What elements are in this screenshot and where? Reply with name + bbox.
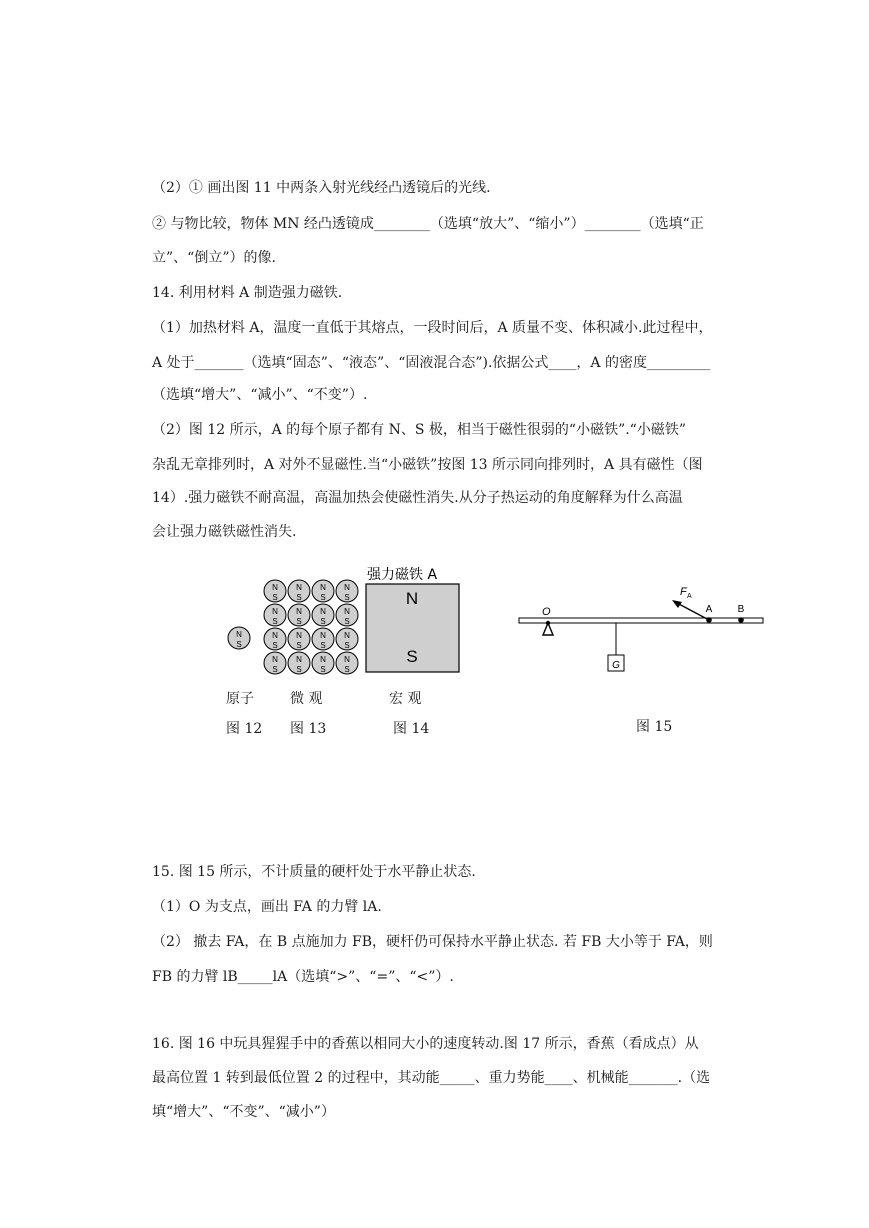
point-a-label: A <box>705 604 713 615</box>
atom-s-label: S <box>344 641 350 650</box>
aligned-atom <box>264 628 286 650</box>
q13-line-2: ② 与物比较，物体 MN 经凸透镜成________（选填“放大”、“缩小”）________（选填“正 <box>152 216 704 232</box>
magnet-n-pole: N <box>405 589 419 608</box>
atom-n-label: N <box>344 631 350 640</box>
atom-s-label: S <box>320 593 326 602</box>
figure-15-caption: 图 15 <box>636 719 673 735</box>
atom-s-label: S <box>296 593 302 602</box>
aligned-atom <box>288 580 310 602</box>
atom-s-label: S <box>272 665 278 674</box>
aligned-atom <box>312 604 334 626</box>
q13-line-1: （2）① 画出图 11 中两条入射光线经凸透镜后的光线. <box>152 180 491 196</box>
atom-n-label: N <box>320 655 326 664</box>
atom-n-label: N <box>320 631 326 640</box>
aligned-atom <box>312 580 334 602</box>
atom-s-label: S <box>344 617 350 626</box>
lever-rod <box>519 618 763 623</box>
atom-s-label: S <box>320 641 326 650</box>
weight-g-label: G <box>612 660 620 671</box>
atom-n-label: N <box>296 583 302 592</box>
q13-line-3: 立”、“倒立”）的像. <box>152 250 276 266</box>
caption-micro: 微 观 <box>290 691 323 707</box>
pivot-point <box>546 621 550 625</box>
q14-title: 14. 利用材料 A 制造强力磁铁. <box>152 285 343 301</box>
aligned-atom <box>264 580 286 602</box>
figure-13-caption: 图 13 <box>290 721 327 737</box>
force-fa-line <box>677 603 709 620</box>
atom-n-label: N <box>344 655 350 664</box>
aligned-atom <box>336 628 358 650</box>
q14-part1-line-1: （1）加热材料 A，温度一直低于其熔点，一段时间后，A 质量不变、体积减小.此过程中， <box>152 320 713 336</box>
figure-12-14-magnet-diagram <box>220 560 470 680</box>
aligned-atom <box>336 604 358 626</box>
force-fa-arrowhead <box>672 600 682 608</box>
aligned-atom <box>312 652 334 674</box>
q14-part2-line-3: 14）.强力磁铁不耐高温，高温加热会使磁性消失.从分子热运动的角度解释为什么高温 <box>152 490 683 506</box>
atom-n-label: N <box>236 630 242 639</box>
atom-n-label: N <box>320 607 326 616</box>
atom-n-label: N <box>272 631 278 640</box>
q15-part2-line-1: （2） 撤去 FA，在 B 点施加力 FB，硬杆仍可保持水平静止状态. 若 FB 大小等于 FA，则 <box>152 934 713 950</box>
atom-s-label: S <box>296 641 302 650</box>
figure-12-caption: 图 12 <box>226 721 263 737</box>
atom-s-label: S <box>344 593 350 602</box>
atom-n-label: N <box>320 583 326 592</box>
atom-s-label: S <box>320 665 326 674</box>
q14-part2-line-4: 会让强力磁铁磁性消失. <box>152 524 297 540</box>
atom-s-label: S <box>272 593 278 602</box>
aligned-atom <box>336 580 358 602</box>
q14-part2-line-1: （2）图 12 所示，A 的每个原子都有 N、S 极，相当于磁性很弱的“小磁铁”.“小磁铁” <box>152 422 687 438</box>
magnet-title: 强力磁铁 A <box>367 567 438 583</box>
aligned-atom <box>264 652 286 674</box>
aligned-atom <box>336 652 358 674</box>
atom-n-label: N <box>272 655 278 664</box>
point-b-label: B <box>737 604 745 615</box>
aligned-atom <box>288 628 310 650</box>
aligned-atom <box>264 604 286 626</box>
figure-15-lever-diagram <box>515 580 770 680</box>
point-b-dot <box>738 617 744 623</box>
magnet-s-pole: S <box>406 647 418 666</box>
atom-n-label: N <box>272 607 278 616</box>
aligned-atom <box>312 628 334 650</box>
force-fa-label: F <box>680 586 687 598</box>
q16-line-3: 填“增大”、“不变”、“减小”） <box>152 1104 335 1120</box>
q15-part1: （1）O 为支点，画出 FA 的力臂 lA. <box>152 899 382 915</box>
atom-s-label: S <box>296 665 302 674</box>
q16-line-1: 16. 图 16 中玩具猩猩手中的香蕉以相同大小的速度转动.图 17 所示，香蕉（看成点）从 <box>152 1036 699 1052</box>
aligned-atom <box>288 652 310 674</box>
figure-14-caption: 图 14 <box>393 721 430 737</box>
atom-n-label: N <box>344 607 350 616</box>
atom-s-label: S <box>296 617 302 626</box>
atom-n-label: N <box>296 631 302 640</box>
atom-s-label: S <box>272 641 278 650</box>
force-fa-subscript: A <box>687 593 692 600</box>
atom-n-label: N <box>272 583 278 592</box>
q14-part1-line-3: （选填“增大”、“减小”、“不变”）. <box>152 387 368 403</box>
atom-n-label: N <box>296 655 302 664</box>
atom-s-label: S <box>272 617 278 626</box>
aligned-atom-grid <box>264 580 358 674</box>
atom-n-label: N <box>296 607 302 616</box>
aligned-atom <box>288 604 310 626</box>
q15-part2-line-2: FB 的力臂 lB_____lA（选填“>”、“=”、“<”）. <box>152 969 454 985</box>
atom-s-label: S <box>236 640 242 649</box>
caption-atom: 原子 <box>226 691 254 707</box>
q14-part2-line-2: 杂乱无章排列时，A 对外不显磁性.当“小磁铁”按图 13 所示同向排列时，A 具有磁性（图 <box>152 457 703 473</box>
q15-title: 15. 图 15 所示，不计质量的硬杆处于水平静止状态. <box>152 864 476 880</box>
single-atom <box>228 627 250 649</box>
atom-s-label: S <box>344 665 350 674</box>
q16-line-2: 最高位置 1 转到最低位置 2 的过程中，其动能_____、重力势能____、机械能_______.（选 <box>152 1070 711 1086</box>
q14-part1-line-2: A 处于_______（选填“固态”、“液态”、“固液混合态”).依据公式____，A 的密度_________ <box>152 355 710 371</box>
pivot-o-label: O <box>542 606 551 618</box>
atom-s-label: S <box>320 617 326 626</box>
caption-macro: 宏 观 <box>389 691 422 707</box>
atom-n-label: N <box>344 583 350 592</box>
